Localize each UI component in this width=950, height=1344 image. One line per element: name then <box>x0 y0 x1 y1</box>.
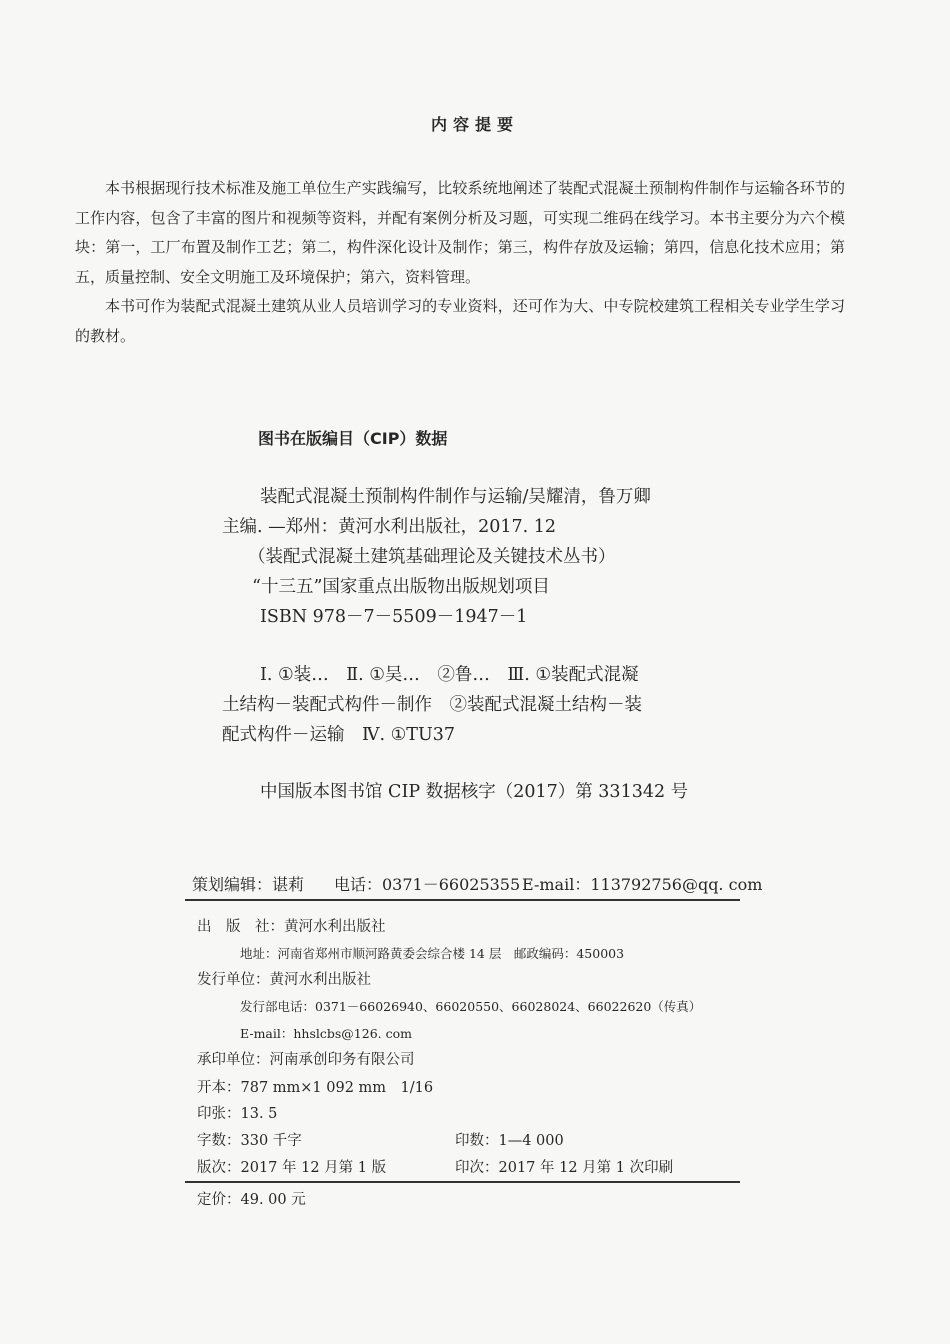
editor-email: E-mail：113792756@qq. com <box>522 875 763 894</box>
book-format: 开本：787 mm×1 092 mm 1/16 <box>197 1080 434 1096</box>
editor-name: 策划编辑：谌莉 <box>192 875 305 894</box>
top-rule <box>185 899 740 901</box>
cip-entry-line-4: “十三五”国家重点出版物出版规划项目 <box>252 577 550 597</box>
word-count: 字数：330 千字 <box>197 1133 302 1149</box>
cip-isbn: ISBN 978－7－5509－1947－1 <box>260 607 528 627</box>
print-run: 印数：1—4 000 <box>455 1133 564 1149</box>
summary-paragraph-2: 本书可作为装配式混凝土建筑从业人员培训学习的专业资料，还可作为大、中专院校建筑工程相关专业学生学习的教材。 <box>75 297 845 345</box>
summary-paragraph-1: 本书根据现行技术标准及施工单位生产实践编写，比较系统地阐述了装配式混凝土预制构件制作与运输各环节的工作内容，包含了丰富的图片和视频等资料，并配有案例分析及习题，可实现二维码在线学习。本书主要分为六个模块：第一，工厂布置及制作工艺；第二，构件深化设计及制作；第三，构件存放及运输；第四，信息化技术应用；第五，质量控制、安全文明施工及环境保护；第六，资料管理。 <box>75 179 845 286</box>
publisher: 出 版 社：黄河水利出版社 <box>197 919 386 935</box>
cip-classification-line-2: 土结构－装配式构件－制作 ②装配式混凝土结构－装 <box>222 695 642 715</box>
summary-title: 内容提要 <box>430 115 519 134</box>
cip-classification-line-1: Ⅰ. ①装… Ⅱ. ①吴… ②鲁… Ⅲ. ①装配式混凝 <box>260 665 639 685</box>
cip-heading: 图书在版编目（CIP）数据 <box>258 429 448 448</box>
impression: 印次：2017 年 12 月第 1 次印刷 <box>455 1160 674 1176</box>
editor-phone: 电话：0371－66025355 <box>334 875 521 894</box>
printer: 承印单位：河南承创印务有限公司 <box>197 1052 415 1068</box>
distributor: 发行单位：黄河水利出版社 <box>197 972 371 988</box>
cip-classification-line-3: 配式构件－运输 Ⅳ. ①TU37 <box>222 725 455 745</box>
cip-record-number: 中国版本图书馆 CIP 数据核字（2017）第 331342 号 <box>260 782 689 802</box>
bottom-rule <box>185 1181 740 1183</box>
cip-entry-line-2: 主编. —郑州：黄河水利出版社，2017. 12 <box>222 517 557 537</box>
publisher-address: 地址：河南省郑州市顺河路黄委会综合楼 14 层 邮政编码：450003 <box>240 946 625 961</box>
edition: 版次：2017 年 12 月第 1 版 <box>197 1160 387 1176</box>
cip-entry-line-3: （装配式混凝土建筑基础理论及关键技术丛书） <box>248 547 616 567</box>
cip-entry-line-1: 装配式混凝土预制构件制作与运输/吴耀清，鲁万卿 <box>260 487 651 507</box>
printed-sheets: 印张：13. 5 <box>197 1106 278 1122</box>
distribution-email: E-mail：hhslcbs@126. com <box>240 1026 412 1041</box>
distribution-phone: 发行部电话：0371－66026940、66020550、66028024、66022620（传真） <box>240 999 702 1014</box>
price: 定价：49. 00 元 <box>197 1192 306 1208</box>
